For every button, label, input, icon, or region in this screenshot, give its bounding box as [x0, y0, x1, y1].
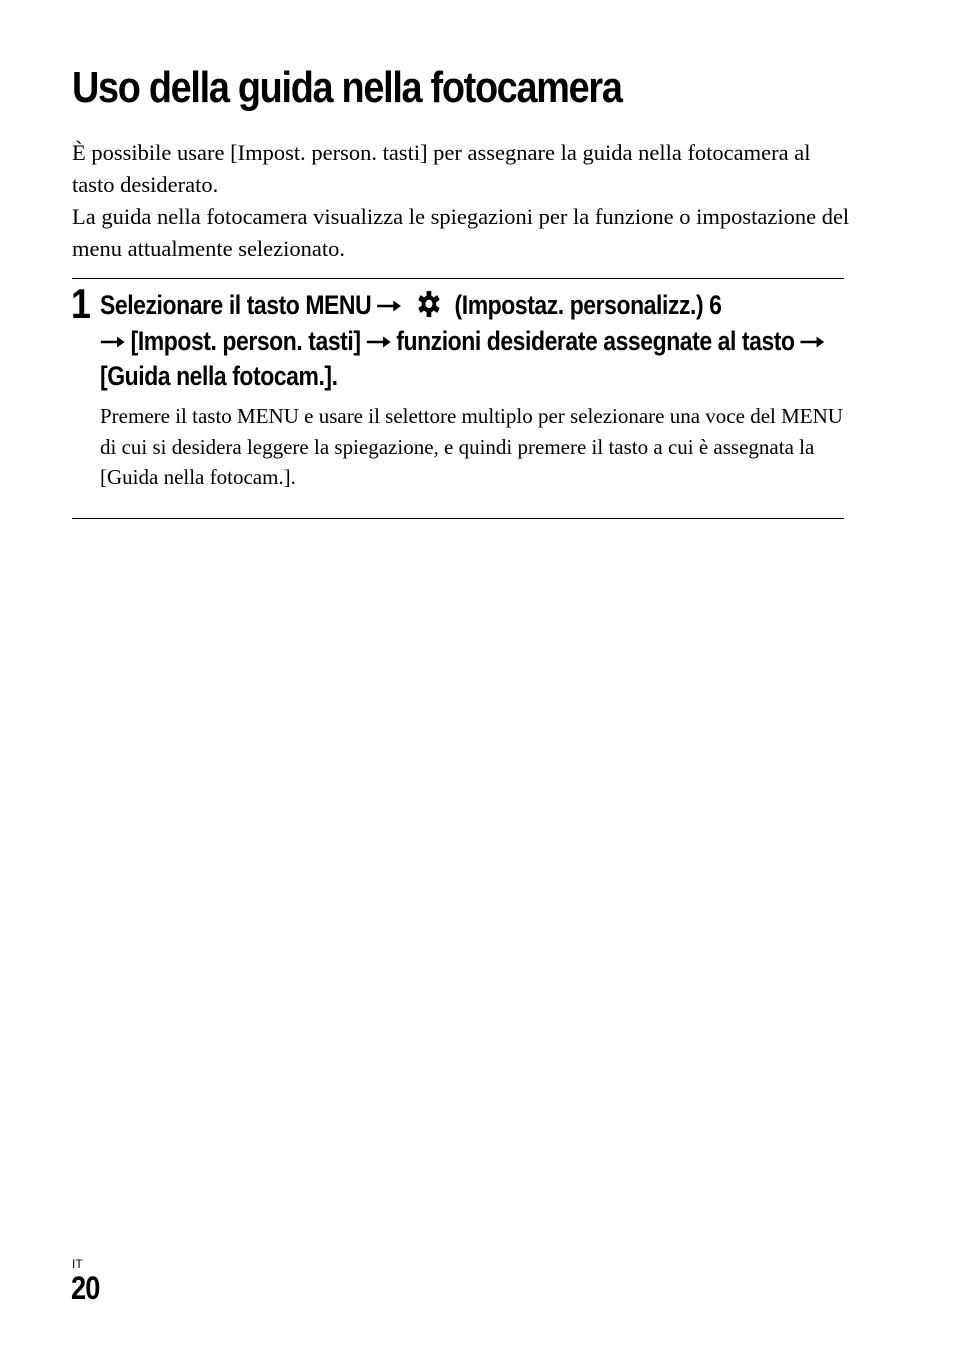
arrow-right-icon — [366, 333, 392, 351]
arrow-right-icon — [100, 333, 126, 351]
step-heading-part-5: [Guida nella fotocam.]. — [100, 361, 338, 391]
step-heading-part-3: [Impost. person. tasti] — [130, 325, 361, 356]
arrow-right-icon — [376, 297, 402, 315]
step-heading-part-2: (Impostaz. personalizz.) 6 — [454, 290, 722, 320]
page-number: 20 — [71, 1270, 100, 1306]
intro-text — [72, 137, 852, 265]
gear-icon — [417, 290, 441, 318]
intro-paragraph-2: La guida nella fotocamera visualizza le spiegazioni per la funzione o impostazione del menu attualmente selezionato. — [72, 204, 850, 261]
step-heading — [100, 288, 840, 395]
section-divider-top — [72, 278, 844, 279]
step-number: 1 — [71, 280, 91, 327]
step-heading-part-4: funzioni desiderate assegnate al tasto — [396, 325, 795, 356]
arrow-right-icon — [800, 333, 826, 351]
step-description: Premere il tasto MENU e usare il selettore multiplo per selezionare una voce del MENU di cui si desidera leggere la spiegazione, e quindi premere il tasto a cui è assegnata la [Guida nella fotocam.]. — [100, 404, 843, 489]
language-code: IT — [72, 1257, 83, 1271]
section-divider-bottom — [72, 518, 844, 519]
intro-paragraph-1: È possibile usare [Impost. person. tasti] per assegnare la guida nella fotocamera al tasto desiderato. — [72, 140, 811, 197]
step-heading-part-1: Selezionare il tasto MENU — [100, 290, 372, 320]
page-title: Uso della guida nella fotocamera — [72, 63, 622, 112]
